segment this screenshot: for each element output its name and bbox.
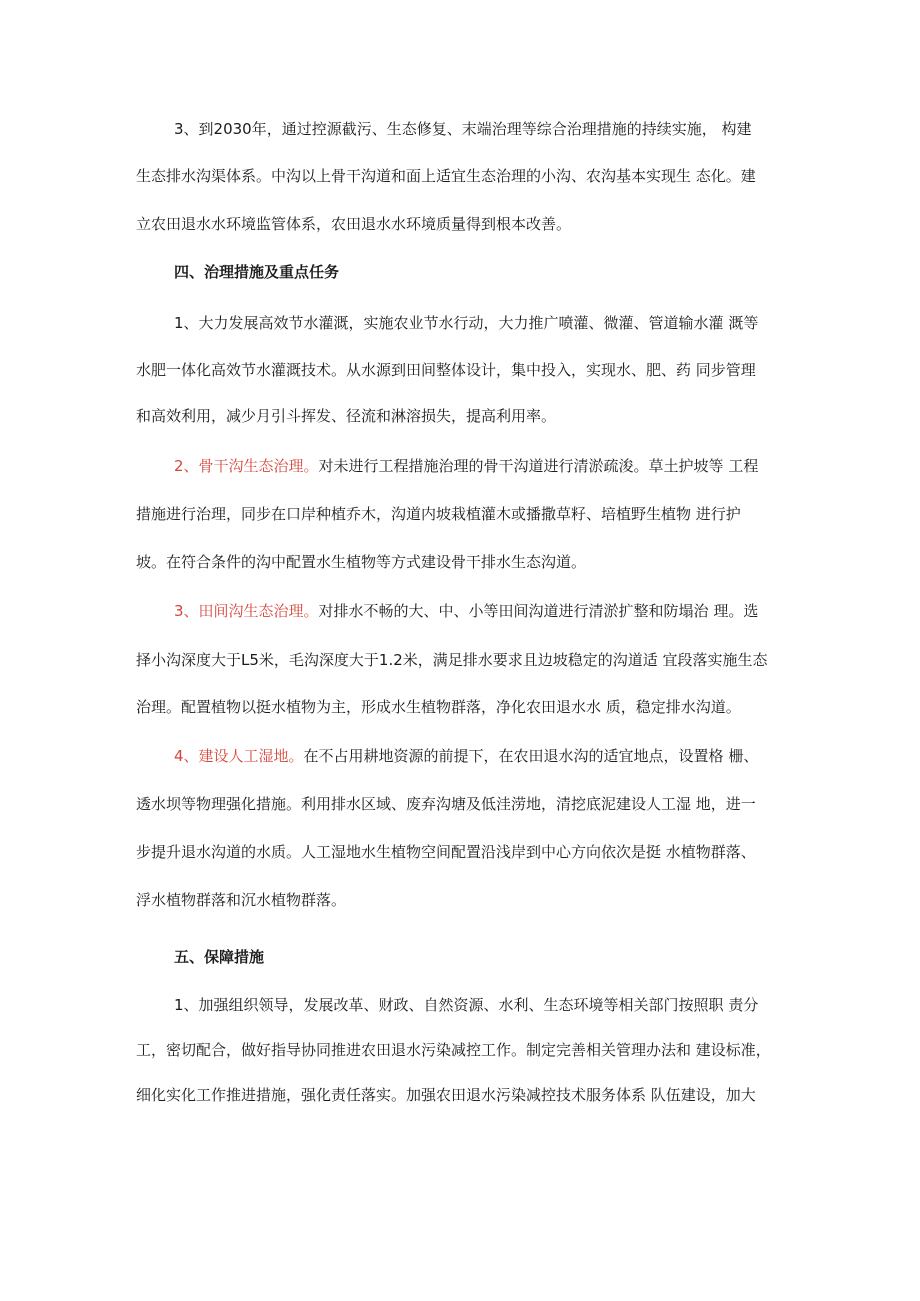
item3-title: 3、田间沟生态治理。	[174, 602, 319, 620]
item4-line2: 透水坝等物理强化措施。利用排水区域、废弃沟塘及低洼涝地，清挖底泥建设人工湿 地，进一	[136, 795, 756, 813]
item2-title: 2、骨干沟生态治理。	[174, 457, 319, 475]
item4-line1-text: 在不占用耕地资源的前提下，在农田退水沟的适宜地点，设置格 栅、	[303, 747, 759, 765]
item4-line3: 步提升退水沟道的水质。人工湿地水生植物空间配置沿浅岸到中心方向依次是挺 水植物群落、	[136, 843, 756, 861]
item4-line1	[174, 746, 758, 766]
item1-line3: 和高效利用，减少月引斗挥发、径流和淋溶损失，提高利用率。	[136, 407, 557, 425]
para1-line2: 生态排水沟渠体系。中沟以上骨干沟道和面上适宜生态治理的小沟、农沟基本实现生 态化。建	[136, 167, 756, 185]
item5-line3: 细化实化工作推进措施，强化责任落实。加强农田退水污染减控技术服务体系 队伍建设，加大	[136, 1086, 756, 1104]
item2-line2: 措施进行治理，同步在口岸种植乔木，沟道内坡栽植灌木或播撒草籽、培植野生植物 进行护	[136, 505, 741, 523]
item1-line2: 水肥一体化高效节水灌溉技术。从水源到田间整体设计，集中投入，实现水、肥、药 同步管理	[136, 361, 756, 379]
item4-line4: 浮水植物群落和沉水植物群落。	[136, 891, 347, 909]
item3-line1-text: 对排水不畅的大、中、小等田间沟道进行清淤扩整和防塌治 理。选	[318, 602, 759, 620]
item5-line1: 1、加强组织领导，发展改革、财政、自然资源、水利、生态环境等相关部门按照职 责分	[174, 996, 759, 1014]
item4-title: 4、建设人工湿地。	[174, 747, 304, 765]
section-heading-4: 四、治理措施及重点任务	[174, 263, 340, 281]
para1-line3: 立农田退水水环境监管体系，农田退水水环境质量得到根本改善。	[136, 215, 572, 233]
item3-line3: 治理。配置植物以挺水植物为主，形成水生植物群落，净化农田退水水 质，稳定排水沟道。	[136, 698, 741, 716]
item2-line1	[174, 456, 758, 476]
item2-line3: 坡。在符合条件的沟中配置水生植物等方式建设骨干排水生态沟道。	[136, 553, 587, 571]
item5-line2: 工，密切配合，做好指导协同推进农田退水污染减控工作。制定完善相关管理办法和 建设标准，	[136, 1041, 771, 1059]
item1-line1: 1、大力发展高效节水灌溉，实施农业节水行动，大力推广喷灌、微灌、管道输水灌 溉等	[174, 314, 759, 332]
item2-line1-text: 对未进行工程措施治理的骨干沟道进行清淤疏浚。草土护坡等 工程	[318, 457, 759, 475]
section-heading-5: 五、保障措施	[174, 948, 265, 966]
para1-line1: 3、到2030年，通过控源截污、生态修复、末端治理等综合治理措施的持续实施， 构建	[174, 120, 752, 138]
item3-line1	[174, 601, 758, 621]
item3-line2: 择小沟深度大于L5米，毛沟深度大于1.2米，满足排水要求且边坡稳定的沟道适 宜段落实施生态	[136, 651, 768, 669]
